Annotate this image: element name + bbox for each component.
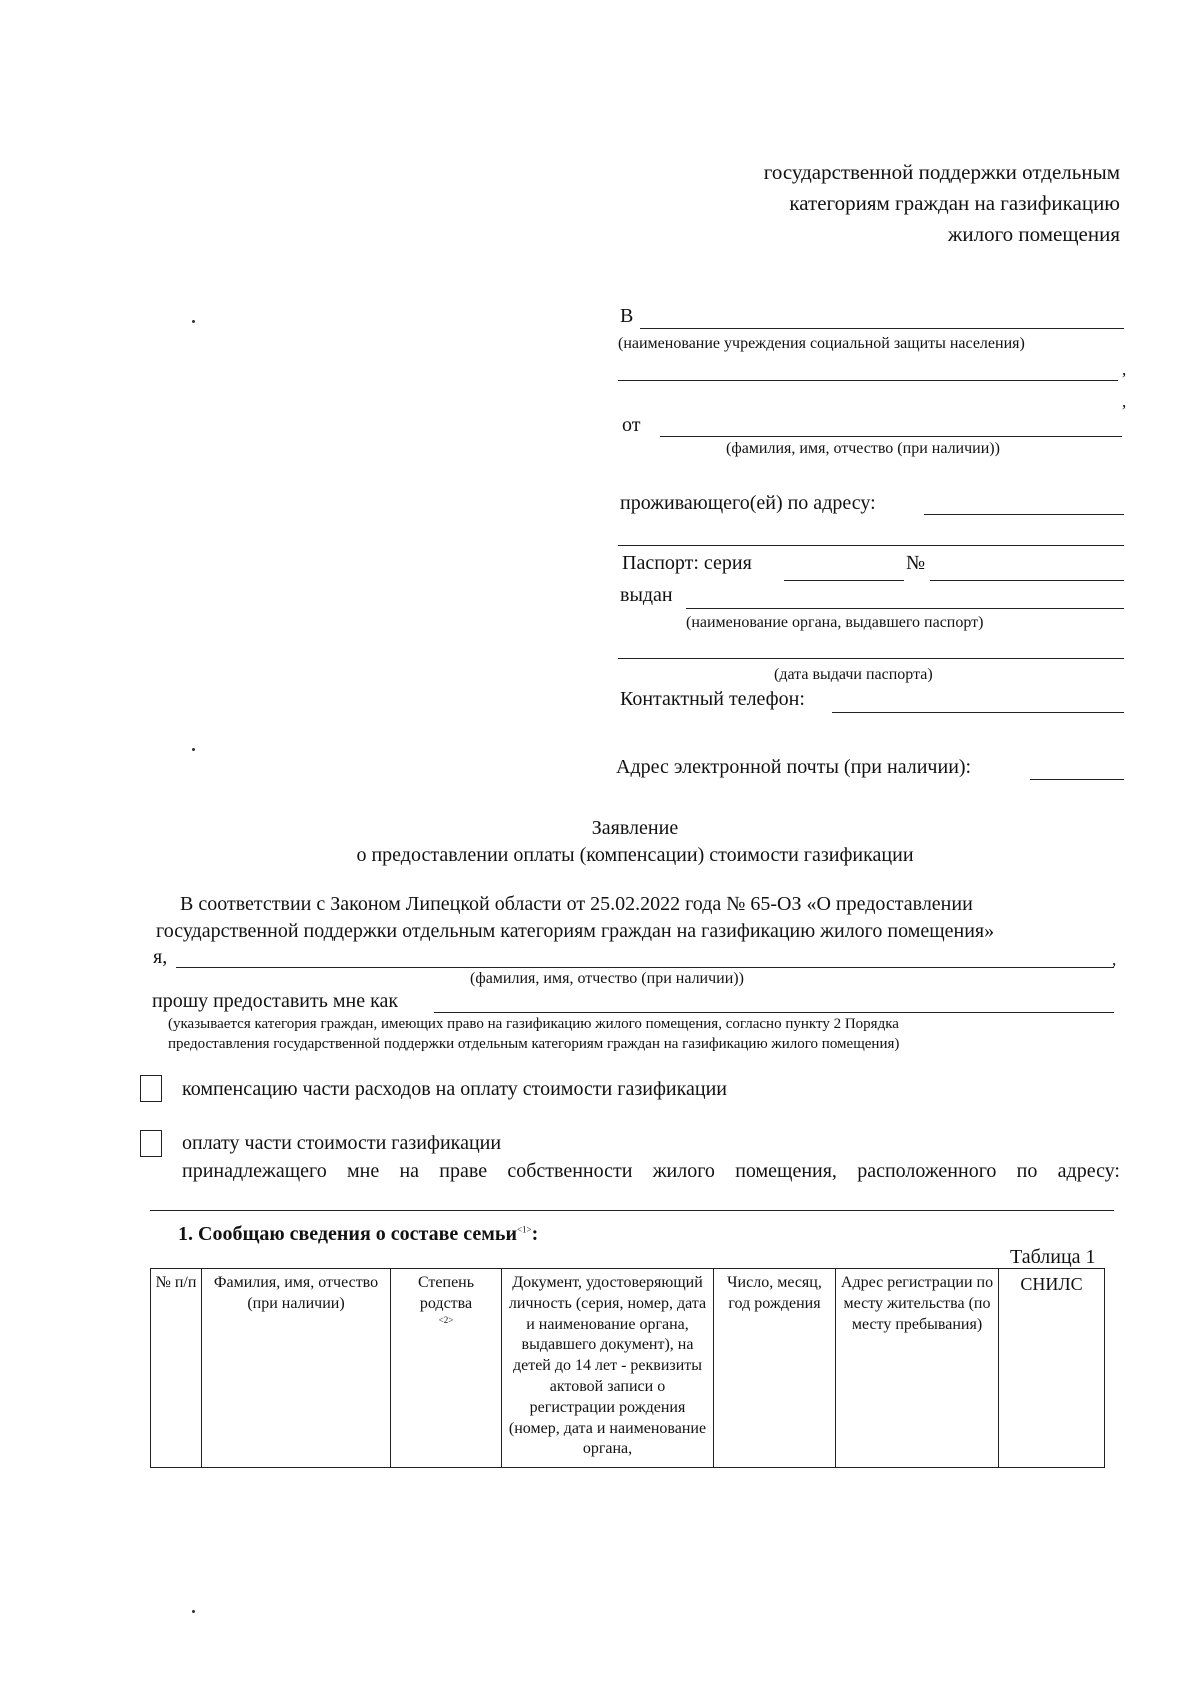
section-1-heading-text: 1. Сообщаю сведения о составе семьи bbox=[178, 1223, 517, 1245]
issue-date-caption: (дата выдачи паспорта) bbox=[774, 666, 933, 683]
col-birthdate-header: Число, месяц, год рождения bbox=[714, 1269, 836, 1468]
intro-line-2: государственной поддержки отдельным категориям граждан на газификацию жилого помещения» bbox=[156, 920, 995, 942]
category-caption-2: предоставления государственной поддержки отдельным категориям граждан на газификацию жилого помещения) bbox=[168, 1036, 900, 1052]
option-compensation-label: компенсацию части расходов на оплату стоимости газификации bbox=[182, 1078, 728, 1100]
issued-label: выдан bbox=[620, 584, 673, 606]
col-address-header: Адрес регистрации по месту жительства (по месту пребывания) bbox=[836, 1269, 999, 1468]
applicant-fio-line[interactable] bbox=[660, 436, 1122, 437]
comma: , bbox=[1122, 360, 1127, 379]
scan-dot bbox=[192, 1610, 195, 1613]
scan-dot bbox=[192, 748, 195, 751]
issue-date-line[interactable] bbox=[618, 658, 1124, 659]
section-1-heading-colon: : bbox=[531, 1223, 539, 1245]
comma: , bbox=[1122, 392, 1127, 411]
org-caption: (наименование учреждения социальной защиты населения) bbox=[618, 335, 1025, 352]
col-document-header: Документ, удостоверяющий личность (серия, номер, дата и наименование органа, выдавшего документ), на детей до 14 лет - реквизиты актовой записи о регистрации рождения (номер, дата и наименование органа, bbox=[502, 1269, 714, 1468]
col-number-header: № п/п bbox=[151, 1269, 202, 1468]
passport-label: Паспорт: серия bbox=[622, 552, 752, 574]
applicant-fio-line-body[interactable] bbox=[176, 967, 1114, 968]
header-line-2: категориям граждан на газификацию bbox=[789, 191, 1120, 215]
col-fio-header: Фамилия, имя, отчество (при наличии) bbox=[202, 1269, 391, 1468]
residence-line[interactable] bbox=[924, 514, 1124, 515]
comma: , bbox=[1112, 950, 1117, 969]
i-prefix: я, bbox=[153, 946, 168, 968]
table-label: Таблица 1 bbox=[1010, 1246, 1096, 1268]
intro-line-1: В соответствии с Законом Липецкой области от 25.02.2022 года № 65-ОЗ «О предоставлении bbox=[180, 893, 973, 915]
footnote-2-ref: <2> bbox=[438, 1314, 454, 1325]
org-name-line-2[interactable] bbox=[618, 380, 1118, 381]
email-label: Адрес электронной почты (при наличии): bbox=[616, 756, 972, 778]
passport-number-line[interactable] bbox=[930, 580, 1124, 581]
request-label: прошу предоставить мне как bbox=[152, 990, 399, 1012]
email-line[interactable] bbox=[1030, 779, 1124, 780]
option-payment-label: оплату части стоимости газификации bbox=[182, 1132, 502, 1154]
phone-line[interactable] bbox=[832, 712, 1124, 713]
from-prefix: от bbox=[622, 414, 641, 436]
document-subtitle: о предоставлении оплаты (компенсации) стоимости газификации bbox=[356, 844, 914, 866]
residence-label: проживающего(ей) по адресу: bbox=[620, 492, 876, 514]
family-table bbox=[150, 1268, 1105, 1468]
footnote-1-ref: <1> bbox=[516, 1224, 532, 1235]
fio-caption-body: (фамилия, имя, отчество (при наличии)) bbox=[470, 970, 744, 987]
org-name-line[interactable] bbox=[640, 328, 1124, 329]
fio-caption: (фамилия, имя, отчество (при наличии)) bbox=[726, 440, 1000, 457]
to-prefix: В bbox=[620, 305, 634, 327]
property-address-line[interactable] bbox=[150, 1210, 1114, 1211]
issuer-caption: (наименование органа, выдавшего паспорт) bbox=[686, 614, 984, 631]
table-header-row bbox=[151, 1269, 1105, 1468]
col-snils-header: СНИЛС bbox=[999, 1269, 1105, 1468]
section-1-heading bbox=[178, 1223, 538, 1246]
col-kinship-header: Степень родства $^{<2>}$ bbox=[391, 1269, 502, 1468]
category-caption-1: (указывается категория граждан, имеющих право на газификацию жилого помещения, согласно пункту 2 Порядка bbox=[168, 1016, 899, 1032]
issuer-line[interactable] bbox=[686, 608, 1124, 609]
category-line[interactable] bbox=[434, 1012, 1114, 1013]
option-compensation-checkbox[interactable] bbox=[140, 1075, 162, 1102]
header-line-3: жилого помещения bbox=[947, 222, 1120, 246]
phone-label: Контактный телефон: bbox=[620, 688, 805, 710]
passport-number-sign: № bbox=[906, 552, 926, 574]
scan-dot bbox=[192, 320, 195, 323]
residence-line-2[interactable] bbox=[618, 545, 1124, 546]
passport-series-line[interactable] bbox=[784, 580, 904, 581]
document-title: Заявление bbox=[591, 817, 679, 839]
property-line: принадлежащего мне на праве собственности жилого помещения, расположенного по адресу: bbox=[182, 1160, 1120, 1182]
header-line-1: государственной поддержки отдельным bbox=[763, 160, 1120, 184]
option-payment-checkbox[interactable] bbox=[140, 1130, 162, 1157]
